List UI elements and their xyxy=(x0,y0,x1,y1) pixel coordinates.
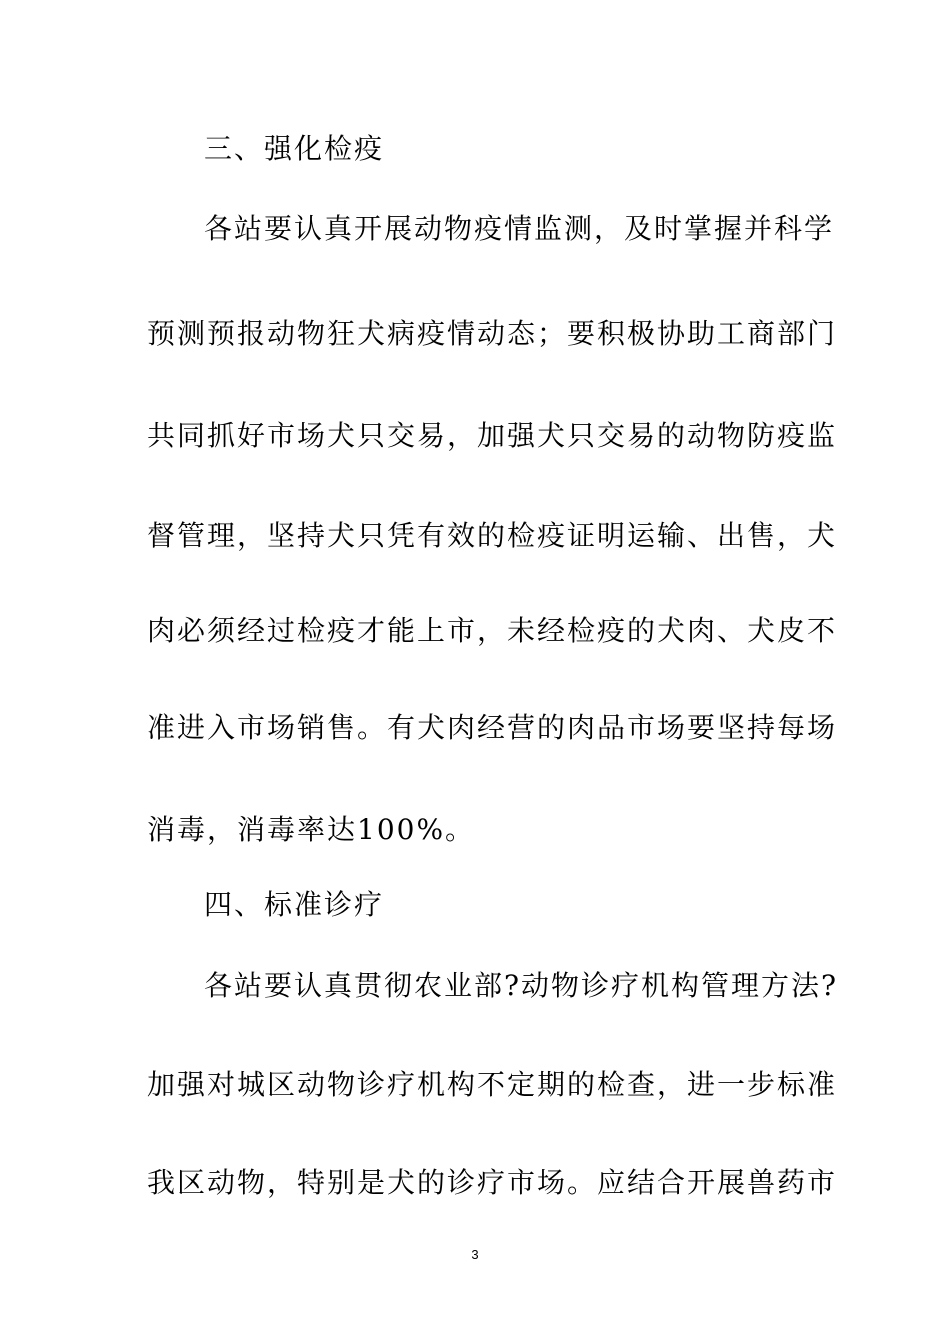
section-heading-4: 四、标准诊疗 xyxy=(204,888,385,921)
paragraph-line: 我区动物，特别是犬的诊疗市场。应结合开展兽药市 xyxy=(147,1166,838,1199)
paragraph-line: 各站要认真贯彻农业部?动物诊疗机构管理方法? xyxy=(204,969,839,1002)
paragraph-line: 督管理，坚持犬只凭有效的检疫证明运输、出售，犬 xyxy=(147,519,838,552)
paragraph-line: 肉必须经过检疫才能上市，未经检疫的犬肉、犬皮不 xyxy=(147,614,838,647)
paragraph-line: 各站要认真开展动物疫情监测，及时掌握并科学 xyxy=(204,212,835,245)
paragraph-line: 消毒，消毒率达100%。 xyxy=(147,813,476,846)
paragraph-line: 准进入市场销售。有犬肉经营的肉品市场要坚持每场 xyxy=(147,711,838,744)
paragraph-line: 共同抓好市场犬只交易，加强犬只交易的动物防疫监 xyxy=(147,419,838,452)
page-number: 3 xyxy=(471,1247,479,1262)
paragraph-line: 预测预报动物狂犬病疫情动态；要积极协助工商部门 xyxy=(147,317,838,350)
paragraph-line: 加强对城区动物诊疗机构不定期的检查，进一步标准 xyxy=(147,1068,838,1101)
section-heading-3: 三、强化检疫 xyxy=(204,132,385,165)
